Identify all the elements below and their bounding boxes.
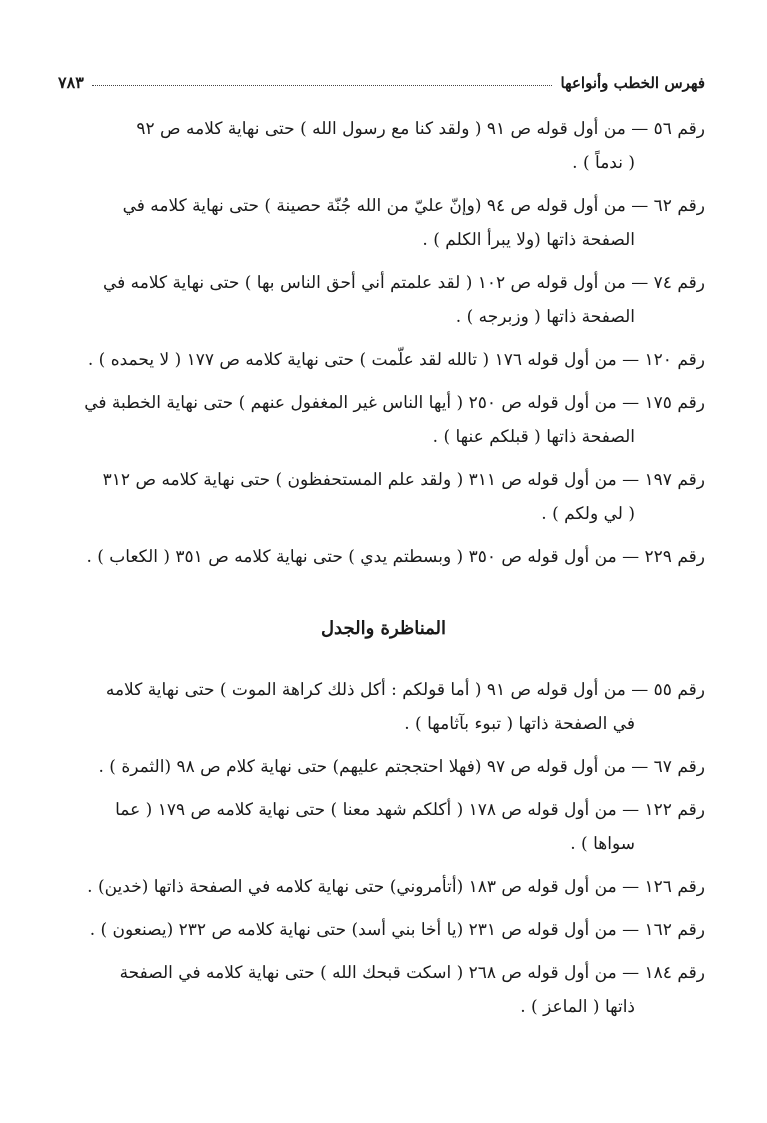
entry-line: رقم ١٢٦ — من أول قوله ص ١٨٣ (أتأمروني) حتى نهاية كلامه في الصفحة ذاتها (خدين) .	[87, 877, 705, 897]
index-entry	[58, 870, 705, 904]
entry-continuation: الصفحة ذاتها ( قبلكم عنها ) .	[432, 427, 635, 447]
entry-line: رقم ١٨٤ — من أول قوله ص ٢٦٨ ( اسكت قبحك الله ) حتى نهاية كلامه في الصفحة	[119, 963, 705, 983]
entry-line: رقم ٦٧ — من أول قوله ص ٩٧ (فهلا احتججتم عليهم) حتى نهاية كلام ص ٩٨ (الثمرة ) .	[98, 757, 705, 777]
index-entry	[58, 386, 705, 454]
entry-line: رقم ٧٤ — من أول قوله ص ١٠٢ ( لقد علمتم أني أحق الناس بها ) حتى نهاية كلامه في	[102, 273, 705, 293]
entry-line: رقم ٢٢٩ — من أول قوله ص ٣٥٠ ( وبسطتم يدي ) حتى نهاية كلامه ص ٣٥١ ( الكعاب ) .	[86, 547, 705, 567]
entry-continuation: ( لي ولكم ) .	[541, 504, 635, 524]
page-number: ٧٨٣	[58, 73, 84, 92]
entry-continuation: الصفحة ذاتها (ولا يبرأ الكلم ) .	[422, 230, 635, 250]
index-entry	[58, 112, 705, 180]
index-entry	[58, 913, 705, 947]
entry-line: رقم ١٩٧ — من أول قوله ص ٣١١ ( ولقد علم المستحفظون ) حتى نهاية كلامه ص ٣١٢	[102, 470, 705, 490]
header-dotted-leader	[92, 84, 553, 86]
index-entry	[58, 793, 705, 861]
index-entry	[58, 956, 705, 1024]
entry-line: رقم ١٢٠ — من أول قوله ١٧٦ ( تالله لقد علّمت ) حتى نهاية كلامه ص ١٧٧ ( لا يحمده ) .	[87, 350, 705, 370]
index-entry	[58, 750, 705, 784]
index-entry	[58, 540, 705, 574]
entry-line: رقم ٦٢ — من أول قوله ص ٩٤ (وإنّ عليّ من الله جُنّة حصينة ) حتى نهاية كلامه في	[122, 196, 705, 216]
entry-line: رقم ٥٥ — من أول قوله ص ٩١ ( أما قولكم : أكل ذلك كراهة الموت ) حتى نهاية كلامه	[105, 680, 705, 700]
entry-line: رقم ٥٦ — من أول قوله ص ٩١ ( ولقد كنا مع رسول الله ) حتى نهاية كلامه ص ٩٢	[136, 119, 705, 139]
entry-line: رقم ١٧٥ — من أول قوله ص ٢٥٠ ( أيها الناس غير المغفول عنهم ) حتى نهاية الخطبة في	[84, 393, 705, 413]
entry-continuation: ( ندماً ) .	[572, 153, 635, 173]
section-heading: المناظرة والجدل	[320, 618, 447, 639]
entry-continuation: في الصفحة ذاتها ( تبوء بآثامها ) .	[404, 714, 635, 734]
entry-continuation: سواها ) .	[570, 834, 635, 854]
debate-index-list	[58, 673, 705, 1033]
index-entry	[58, 266, 705, 334]
index-entry	[58, 673, 705, 741]
running-title: فهرس الخطب وأنواعها	[560, 74, 705, 92]
index-entry	[58, 463, 705, 531]
index-entry	[58, 189, 705, 257]
speeches-index-list	[58, 112, 705, 583]
index-entry	[58, 343, 705, 377]
entry-continuation: الصفحة ذاتها ( وزبرجه ) .	[455, 307, 635, 327]
entry-line: رقم ١٢٢ — من أول قوله ص ١٧٨ ( أكلكم شهد معنا ) حتى نهاية كلامه ص ١٧٩ ( عما	[115, 800, 705, 820]
page-header	[58, 62, 705, 92]
entry-line: رقم ١٦٢ — من أول قوله ص ٢٣١ (يا أخا بني أسد) حتى نهاية كلامه ص ٢٣٢ (يصنعون ) .	[89, 920, 705, 940]
entry-continuation: ذاتها ( الماعز ) .	[520, 997, 635, 1017]
